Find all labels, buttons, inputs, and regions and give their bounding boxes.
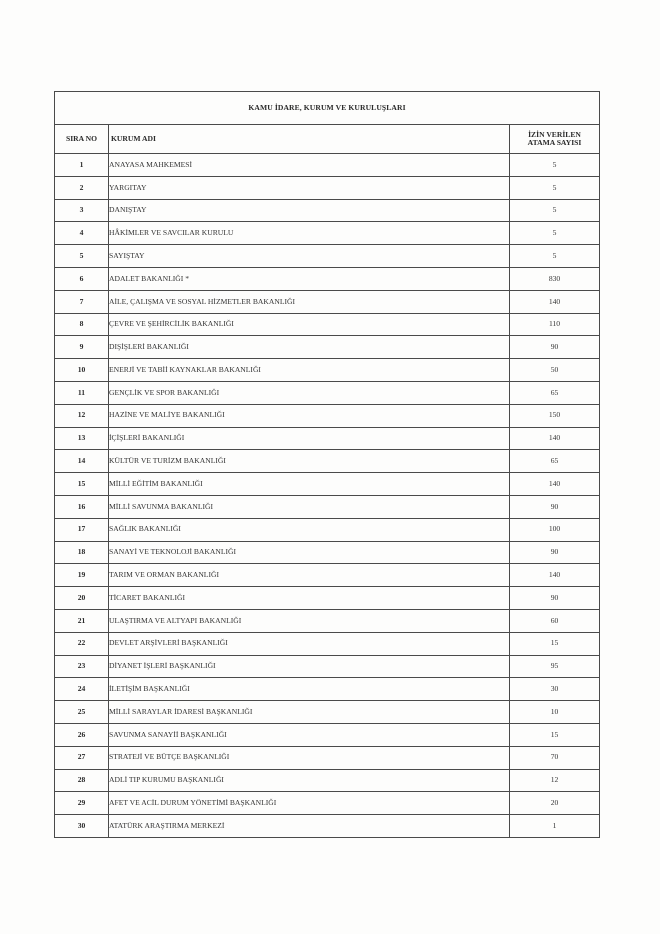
appointment-count: 110 xyxy=(510,313,600,336)
header-sira-no: SIRA NO xyxy=(55,125,109,154)
row-number: 15 xyxy=(55,473,109,496)
table-title: KAMU İDARE, KURUM VE KURULUŞLARI xyxy=(55,92,600,125)
institution-name: ADALET BAKANLIĞI * xyxy=(109,267,510,290)
row-number: 22 xyxy=(55,632,109,655)
appointment-count: 95 xyxy=(510,655,600,678)
table-row xyxy=(55,632,600,655)
appointment-count: 1 xyxy=(510,815,600,838)
appointment-count: 140 xyxy=(510,564,600,587)
appointment-count: 20 xyxy=(510,792,600,815)
table-row xyxy=(55,245,600,268)
institution-name: TİCARET BAKANLIĞI xyxy=(109,587,510,610)
appointment-count: 100 xyxy=(510,518,600,541)
table-row xyxy=(55,336,600,359)
row-number: 17 xyxy=(55,518,109,541)
table-row xyxy=(55,176,600,199)
header-kurum-adi: KURUM ADI xyxy=(109,125,510,154)
row-number: 18 xyxy=(55,541,109,564)
appointment-count: 30 xyxy=(510,678,600,701)
table-row xyxy=(55,154,600,177)
institution-name: ÇEVRE VE ŞEHİRCİLİK BAKANLIĞI xyxy=(109,313,510,336)
appointment-count: 5 xyxy=(510,154,600,177)
table-row xyxy=(55,723,600,746)
row-number: 7 xyxy=(55,290,109,313)
row-number: 20 xyxy=(55,587,109,610)
table-row xyxy=(55,678,600,701)
appointment-count: 90 xyxy=(510,541,600,564)
table-row xyxy=(55,541,600,564)
institution-name: SAĞLIK BAKANLIĞI xyxy=(109,518,510,541)
table-row xyxy=(55,450,600,473)
institution-name: İLETİŞİM BAŞKANLIĞI xyxy=(109,678,510,701)
appointment-count: 15 xyxy=(510,632,600,655)
table-row xyxy=(55,381,600,404)
table-row xyxy=(55,655,600,678)
header-atama-sayisi xyxy=(510,125,600,154)
institution-name: DEVLET ARŞİVLERİ BAŞKANLIĞI xyxy=(109,632,510,655)
appointment-count: 70 xyxy=(510,746,600,769)
institution-name: SANAYİ VE TEKNOLOJİ BAKANLIĞI xyxy=(109,541,510,564)
appointment-count: 90 xyxy=(510,336,600,359)
institution-name: ADLİ TIP KURUMU BAŞKANLIĞI xyxy=(109,769,510,792)
appointment-count: 12 xyxy=(510,769,600,792)
institution-name: STRATEJİ VE BÜTÇE BAŞKANLIĞI xyxy=(109,746,510,769)
appointment-count: 90 xyxy=(510,587,600,610)
institution-name: YARGITAY xyxy=(109,176,510,199)
table-row xyxy=(55,564,600,587)
table-row xyxy=(55,792,600,815)
appointment-count: 65 xyxy=(510,381,600,404)
institution-name: MİLLİ EĞİTİM BAKANLIĞI xyxy=(109,473,510,496)
table-row xyxy=(55,222,600,245)
table-row xyxy=(55,473,600,496)
appointment-count: 140 xyxy=(510,427,600,450)
appointment-count: 5 xyxy=(510,199,600,222)
institution-name: GENÇLİK VE SPOR BAKANLIĞI xyxy=(109,381,510,404)
institution-name: ENERJİ VE TABİİ KAYNAKLAR BAKANLIĞI xyxy=(109,359,510,382)
row-number: 13 xyxy=(55,427,109,450)
appointment-count: 5 xyxy=(510,222,600,245)
institution-name: HAZİNE VE MALİYE BAKANLIĞI xyxy=(109,404,510,427)
institution-name: HÂKİMLER VE SAVCILAR KURULU xyxy=(109,222,510,245)
row-number: 3 xyxy=(55,199,109,222)
row-number: 6 xyxy=(55,267,109,290)
row-number: 14 xyxy=(55,450,109,473)
appointment-count: 15 xyxy=(510,723,600,746)
table-row xyxy=(55,359,600,382)
institution-name: ATATÜRK ARAŞTIRMA MERKEZİ xyxy=(109,815,510,838)
institution-name: TARIM VE ORMAN BAKANLIĞI xyxy=(109,564,510,587)
institution-name: SAYIŞTAY xyxy=(109,245,510,268)
institution-name: MİLLİ SARAYLAR İDARESİ BAŞKANLIĞI xyxy=(109,701,510,724)
table-row xyxy=(55,290,600,313)
table-title-row xyxy=(55,92,600,125)
row-number: 28 xyxy=(55,769,109,792)
appointment-count: 830 xyxy=(510,267,600,290)
row-number: 10 xyxy=(55,359,109,382)
row-number: 8 xyxy=(55,313,109,336)
table-row xyxy=(55,746,600,769)
row-number: 26 xyxy=(55,723,109,746)
appointment-count: 90 xyxy=(510,495,600,518)
table-row xyxy=(55,701,600,724)
table-row xyxy=(55,587,600,610)
table-row xyxy=(55,609,600,632)
appointment-count: 60 xyxy=(510,609,600,632)
appointment-count: 10 xyxy=(510,701,600,724)
institution-name: ULAŞTIRMA VE ALTYAPI BAKANLIĞI xyxy=(109,609,510,632)
institution-name: MİLLİ SAVUNMA BAKANLIĞI xyxy=(109,495,510,518)
row-number: 5 xyxy=(55,245,109,268)
row-number: 16 xyxy=(55,495,109,518)
row-number: 30 xyxy=(55,815,109,838)
institution-name: DANIŞTAY xyxy=(109,199,510,222)
appointment-count: 5 xyxy=(510,176,600,199)
row-number: 1 xyxy=(55,154,109,177)
appointment-count: 140 xyxy=(510,473,600,496)
appointment-count: 50 xyxy=(510,359,600,382)
table-row xyxy=(55,313,600,336)
row-number: 4 xyxy=(55,222,109,245)
institution-name: İÇİŞLERİ BAKANLIĞI xyxy=(109,427,510,450)
column-header-row xyxy=(55,125,600,154)
row-number: 21 xyxy=(55,609,109,632)
header-atama-line2: ATAMA SAYISI xyxy=(527,138,582,147)
row-number: 12 xyxy=(55,404,109,427)
institution-name: KÜLTÜR VE TURİZM BAKANLIĞI xyxy=(109,450,510,473)
table-row xyxy=(55,518,600,541)
appointment-count: 5 xyxy=(510,245,600,268)
table-row xyxy=(55,199,600,222)
row-number: 9 xyxy=(55,336,109,359)
institution-name: DİYANET İŞLERİ BAŞKANLIĞI xyxy=(109,655,510,678)
row-number: 19 xyxy=(55,564,109,587)
table-row xyxy=(55,495,600,518)
row-number: 23 xyxy=(55,655,109,678)
row-number: 11 xyxy=(55,381,109,404)
appointment-count: 140 xyxy=(510,290,600,313)
appointment-count: 65 xyxy=(510,450,600,473)
table-row xyxy=(55,427,600,450)
institution-name: AİLE, ÇALIŞMA VE SOSYAL HİZMETLER BAKANLIĞI xyxy=(109,290,510,313)
institutions-table xyxy=(54,91,600,838)
institution-name: SAVUNMA SANAYİİ BAŞKANLIĞI xyxy=(109,723,510,746)
header-atama-line1: İZİN VERİLEN xyxy=(528,129,581,139)
row-number: 25 xyxy=(55,701,109,724)
institution-name: ANAYASA MAHKEMESİ xyxy=(109,154,510,177)
institution-name: DIŞİŞLERİ BAKANLIĞI xyxy=(109,336,510,359)
row-number: 24 xyxy=(55,678,109,701)
table-row xyxy=(55,769,600,792)
table-row xyxy=(55,404,600,427)
institution-name: AFET VE ACİL DURUM YÖNETİMİ BAŞKANLIĞI xyxy=(109,792,510,815)
row-number: 2 xyxy=(55,176,109,199)
appointment-count: 150 xyxy=(510,404,600,427)
table-row xyxy=(55,267,600,290)
table-row xyxy=(55,815,600,838)
row-number: 27 xyxy=(55,746,109,769)
row-number: 29 xyxy=(55,792,109,815)
